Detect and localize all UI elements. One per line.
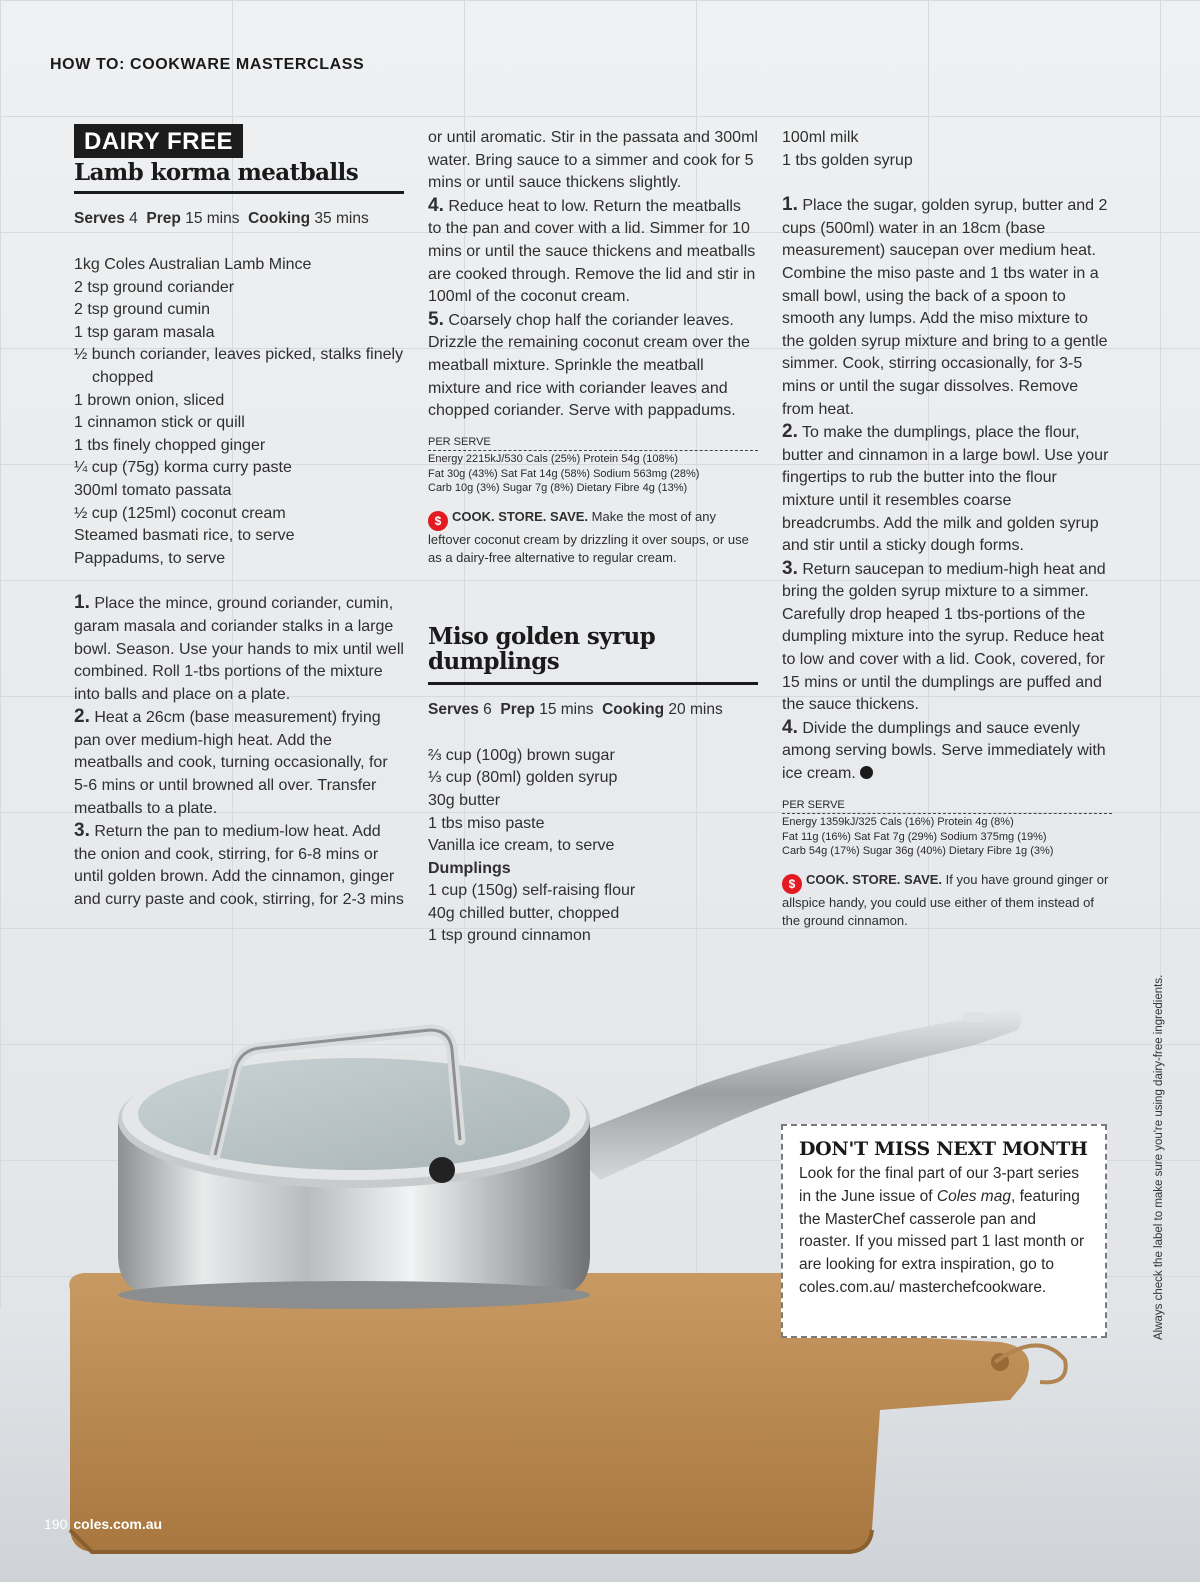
ingredient: ½ bunch coriander, leaves picked, stalks finely chopped [74, 346, 404, 386]
step-number: 2. [74, 706, 90, 728]
nutrition-heading: PER SERVE [428, 435, 758, 452]
step-number: 3. [74, 820, 90, 842]
ingredient: 1 tsp ground cinnamon [428, 927, 591, 945]
nutrition-line: Energy 2215kJ/530 Cals (25%) Protein 54g (108%) [428, 453, 679, 466]
footer-site: coles.com.au [73, 1516, 163, 1532]
piggy-bank-icon: $ [428, 511, 448, 531]
nutrition-line: Energy 1359kJ/325 Cals (16%) Protein 4g (8%) [782, 816, 1014, 829]
promo-magazine-name: Coles mag [936, 1187, 1011, 1205]
tip-lamb [428, 508, 758, 568]
recipe-meta-dumplings [428, 685, 758, 721]
nutrition-panel-dumplings [782, 798, 1112, 859]
tip-dumplings [782, 871, 1112, 931]
recipe-meta-lamb [74, 194, 404, 230]
ingredient: ½ cup (125ml) coconut cream [74, 504, 286, 522]
page-number: 190 [44, 1516, 68, 1532]
step-text: Return saucepan to medium-high heat and bring the golden syrup mixture to a simmer. Carefully drop heaped 1 tbs-portions of the dumpling mixture into the syrup. Reduce heat to low and cover with a lid. Cook, covered, for 15 mins or until the dumplings are puffed and the sauce thickens. [782, 560, 1106, 714]
cooking-label: Cooking [602, 700, 665, 718]
method-lamb [74, 592, 404, 911]
column-3 [782, 127, 1112, 931]
step-text: Coarsely chop half the coriander leaves. Drizzle the remaining coconut cream over the meatball mixture. Sprinkle the meatball mixture and rice with coriander leaves and chopped coriander. Serve with pappadums. [428, 311, 750, 420]
step-text: Reduce heat to low. Return the meatballs to the pan and cover with a lid. Simmer for 10 mins or until the sauce thickens and meatballs are cooked through. Remove the lid and stir in 100ml of the coconut cream. [428, 197, 756, 306]
step-number: 5. [428, 308, 444, 330]
method-step [782, 558, 1112, 717]
step-continuation: or until aromatic. Stir in the passata and 300ml water. Bring sauce to a simmer and cook for 5 mins or until sauce thickens slightly. [428, 129, 758, 192]
nutrition-line: Carb 54g (17%) Sugar 36g (40%) Dietary Fibre 1g (3%) [782, 845, 1054, 858]
tip-label: COOK. STORE. SAVE. [452, 508, 589, 524]
serves-value: 6 [483, 700, 492, 718]
ingredient: 2 tsp ground coriander [74, 278, 235, 296]
nutrition-line: Fat 30g (43%) Sat Fat 14g (58%) Sodium 563mg (28%) [428, 467, 700, 480]
step-text: To make the dumplings, place the flour, butter and cinnamon in a large bowl. Use your fingertips to rub the butter into the flour mixture until it resembles coarse breadcrumbs. Add the milk and golden syrup and stir until a sticky dough forms. [782, 424, 1109, 555]
promo-text: , featuring the MasterChef casserole pan and roaster. If you missed part 1 last month or are looking for extra inspiration, go to coles.com.au/ masterchefcookware. [799, 1187, 1085, 1296]
ingredient-list-lamb [74, 254, 404, 570]
ingredient-subheading: Dumplings [428, 859, 511, 877]
ingredient: Steamed basmati rice, to serve [74, 527, 295, 545]
tip-text: Make the most of any leftover coconut cream by drizzling it over soups, or use as a dairy-free alternative to regular cream. [428, 508, 749, 566]
ingredient: ⅔ cup (100g) brown sugar [428, 746, 615, 764]
ingredient: 30g butter [428, 791, 501, 809]
step-text: Place the mince, ground coriander, cumin, garam masala and coriander stalks in a large bowl. Season. Use your hands to mix until well combined. Roll 1-tbs portions of the mixture into balls and place on a plate. [74, 595, 404, 703]
recipe-title-dumplings: Miso golden syrup dumplings [428, 624, 758, 685]
promo-box [781, 1124, 1107, 1338]
ingredient: 100ml milk [782, 129, 859, 146]
step-number: 2. [782, 421, 798, 443]
method-step [782, 421, 1112, 558]
ingredient: 1 tbs golden syrup [782, 151, 913, 169]
method-step [74, 820, 404, 911]
column-2 [428, 127, 758, 948]
recipe-title-lamb: Lamb korma meatballs [74, 158, 404, 194]
column-1 [74, 124, 404, 912]
ingredient: ⅓ cup (80ml) golden syrup [428, 769, 618, 787]
step-number: 1. [782, 194, 798, 216]
prep-label: Prep [500, 700, 535, 718]
serves-value: 4 [129, 210, 138, 227]
nutrition-panel-lamb [428, 435, 758, 496]
cooking-value: 20 mins [668, 700, 723, 718]
ingredient-list-dumplings [428, 745, 758, 948]
promo-text: Look for the final part of our 3-part series in the June issue of [799, 1165, 1080, 1205]
step-text: Return the pan to medium-low heat. Add the onion and cook, stirring, for 6-8 mins or until golden brown. Add the cinnamon, ginger and curry paste and cook, stirring, for 2-3 mins [74, 823, 404, 909]
promo-body [799, 1163, 1089, 1300]
ingredient: Pappadums, to serve [74, 549, 226, 567]
nutrition-line: Fat 11g (16%) Sat Fat 7g (29%) Sodium 375mg (19%) [782, 830, 1047, 843]
step-number: 3. [782, 557, 798, 579]
section-header: HOW TO: COOKWARE MASTERCLASS [50, 56, 365, 73]
ingredient: Vanilla ice cream, to serve [428, 837, 615, 855]
step-number: 4. [782, 716, 798, 738]
ingredient: 1 tsp garam masala [74, 323, 215, 341]
method-step [782, 717, 1112, 786]
footer [44, 1516, 162, 1532]
method-lamb-continued [428, 127, 758, 423]
method-step [782, 194, 1112, 421]
method-step [428, 195, 758, 309]
tip-text: If you have ground ginger or allspice handy, you could use either of them instead of the ground cinnamon. [782, 871, 1109, 929]
method-step [74, 706, 404, 820]
tip-label: COOK. STORE. SAVE. [806, 871, 943, 887]
prep-value: 15 mins [185, 210, 240, 227]
step-number: 1. [74, 592, 90, 614]
ingredient: 1 tbs finely chopped ginger [74, 436, 266, 454]
promo-title: DON'T MISS NEXT MONTH [799, 1138, 1088, 1160]
ingredient: 1 cup (150g) self-raising flour [428, 882, 636, 900]
end-mark-icon [860, 766, 873, 779]
method-step [74, 592, 404, 706]
ingredient: ¼ cup (75g) korma curry paste [74, 459, 292, 477]
ingredient: 300ml tomato passata [74, 481, 232, 499]
dairy-free-badge: DAIRY FREE [74, 124, 243, 158]
serves-label: Serves [428, 700, 479, 718]
ingredient: 1 brown onion, sliced [74, 391, 225, 409]
ingredient-list-dumplings-cont [782, 127, 1112, 172]
step-text: Place the sugar, golden syrup, butter and 2 cups (500ml) water in an 18cm (base measurement) saucepan over medium heat. Combine the miso paste and 1 tbs water in a small bowl, using the back of a spoon to smooth any lumps. Add the miso mixture to the golden syrup mixture and bring to a gentle simmer. Cook, stirring occasionally, for 3-5 mins or until the sugar dissolves. Remove from heat. [782, 197, 1108, 418]
serves-label: Serves [74, 210, 125, 227]
prep-label: Prep [146, 210, 181, 227]
cooking-value: 35 mins [314, 210, 369, 227]
piggy-bank-icon: $ [782, 874, 802, 894]
ingredient: 2 tsp ground cumin [74, 301, 211, 319]
step-number: 4. [428, 194, 444, 216]
cooking-label: Cooking [248, 210, 311, 227]
step-text: Heat a 26cm (base measurement) frying pan over medium-high heat. Add the meatballs and cook, turning occasionally, for 5-6 mins or until browned all over. Transfer meatballs to a plate. [74, 709, 388, 817]
ingredient: 40g chilled butter, chopped [428, 904, 620, 922]
prep-value: 15 mins [539, 700, 594, 718]
nutrition-line: Carb 10g (3%) Sugar 7g (8%) Dietary Fibre 4g (13%) [428, 482, 688, 495]
method-step [428, 309, 758, 423]
side-note: Always check the label to make sure you're using dairy-free ingredients. [1153, 974, 1165, 1340]
ingredient: 1 cinnamon stick or quill [74, 414, 245, 432]
nutrition-heading: PER SERVE [782, 798, 1112, 815]
method-dumplings [782, 194, 1112, 785]
step-text: Divide the dumplings and sauce evenly among serving bowls. Serve immediately with ice cream. [782, 719, 1106, 783]
ingredient: 1kg Coles Australian Lamb Mince [74, 256, 312, 273]
ingredient: 1 tbs miso paste [428, 814, 545, 832]
